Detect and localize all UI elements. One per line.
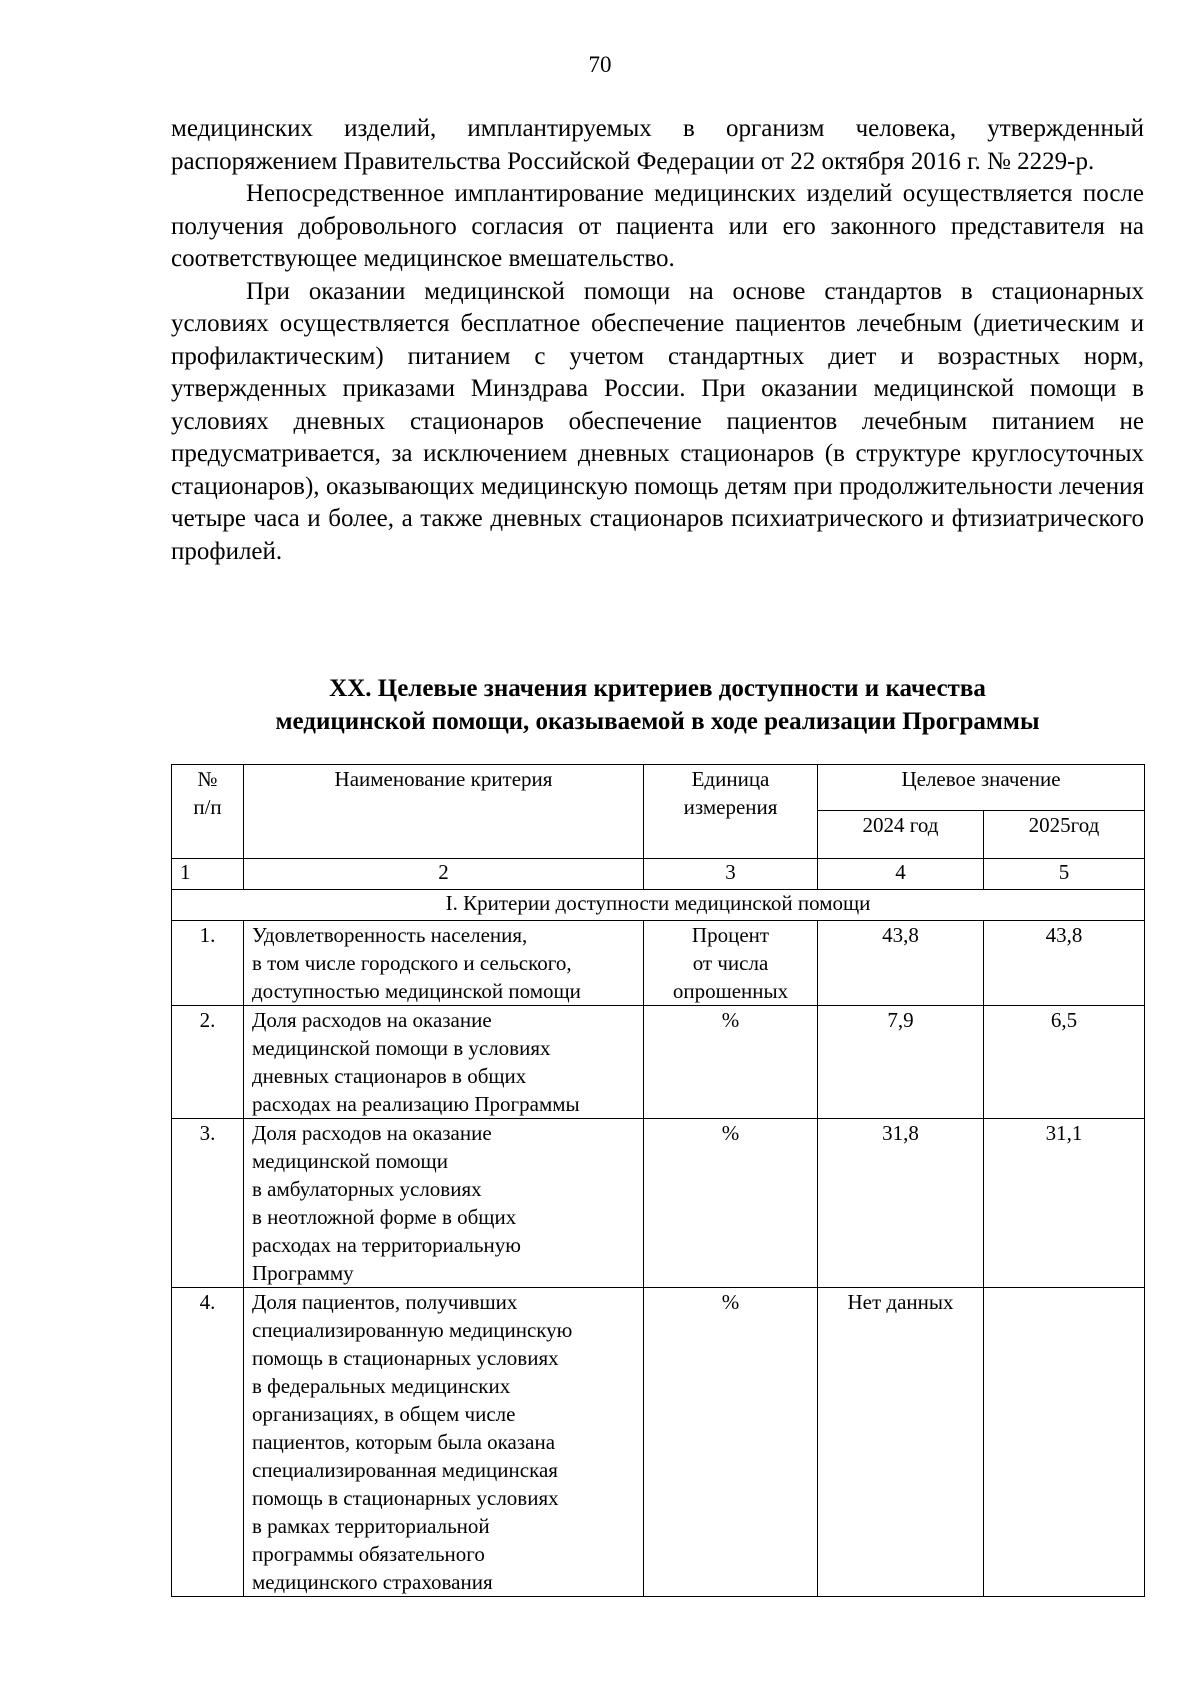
table-row (172, 1119, 1145, 1288)
column-number: 4 (818, 859, 984, 890)
table-row (172, 1288, 1145, 1597)
row-number: 2. (172, 1006, 244, 1119)
paragraph: медицинских изделий, имплантируемых в организм человека, утвержденный распоряжением Правительства Российской Федерации от 22 октября 2016 г. № 2229-р. (171, 115, 1144, 175)
header-year-2024: 2024 год (818, 811, 984, 859)
row-value-2025: 6,5 (984, 1006, 1145, 1119)
paragraph: Непосредственное имплантирование медицинских изделий осуществляется после получения добровольного согласия от пациента или его законного представителя на соответствующее медицинское вмешательство. (171, 180, 1144, 272)
body-text (171, 113, 1144, 568)
column-number: 3 (644, 859, 818, 890)
section-title-line: XX. Целевые значения критериев доступности и качества (329, 675, 986, 702)
section-title (171, 672, 1144, 738)
row-value-2025 (984, 1288, 1145, 1597)
row-criterion: Доля расходов на оказание медицинской помощи в амбулаторных условиях в неотложной форме в общих расходах на территориальную Программу (244, 1119, 644, 1288)
row-value-2024: 7,9 (818, 1006, 984, 1119)
section-row-label: I. Критерии доступности медицинской помощи (172, 890, 1145, 921)
column-number: 5 (984, 859, 1145, 890)
table-row (172, 1006, 1145, 1119)
header-target: Целевое значение (818, 765, 1145, 811)
section-row (172, 890, 1145, 921)
row-unit: Процент от числа опрошенных (644, 921, 818, 1006)
column-number: 1 (172, 859, 244, 890)
header-number: № п/п (172, 765, 244, 859)
header-unit: Единица измерения (644, 765, 818, 859)
row-criterion: Доля расходов на оказание медицинской помощи в условиях дневных стационаров в общих расходах на реализацию Программы (244, 1006, 644, 1119)
row-unit: % (644, 1006, 818, 1119)
row-number: 3. (172, 1119, 244, 1288)
row-value-2024: Нет данных (818, 1288, 984, 1597)
page-number: 70 (588, 52, 612, 77)
row-criterion: Удовлетворенность населения, в том числе городского и сельского, доступностью медицинской помощи (244, 921, 644, 1006)
row-unit: % (644, 1288, 818, 1597)
row-value-2025: 43,8 (984, 921, 1145, 1006)
column-number: 2 (244, 859, 644, 890)
header-criterion: Наименование критерия (244, 765, 644, 859)
table-header-row (172, 765, 1145, 811)
paragraph: При оказании медицинской помощи на основе стандартов в стационарных условиях осуществляется бесплатное обеспечение пациентов лечебным (диетическим и профилактическим) питанием с учетом стандартных диет и возрастных норм, утвержденных приказами Минздрава России. При оказании медицинской помощи в условиях дневных стационаров обеспечение пациентов лечебным питанием не предусматривается, за исключением дневных стационаров (в структуре круглосуточных стационаров), оказывающих медицинскую помощь детям при продолжительности лечения четыре часа и более, а также дневных стационаров психиатрического и фтизиатрического профилей. (171, 277, 1144, 565)
row-number: 4. (172, 1288, 244, 1597)
criteria-table (171, 764, 1145, 1597)
section-title-line: медицинской помощи, оказываемой в ходе реализации Программы (275, 708, 1040, 735)
row-value-2024: 31,8 (818, 1119, 984, 1288)
row-unit: % (644, 1119, 818, 1288)
row-value-2025: 31,1 (984, 1119, 1145, 1288)
table-row (172, 921, 1145, 1006)
row-criterion: Доля пациентов, получивших специализированную медицинскую помощь в стационарных условиях в федеральных медицинских организациях, в общем числе пациентов, которым была оказана специализированная медицинская помощь в стационарных условиях в рамках территориальной программы обязательного медицинского страхования (244, 1288, 644, 1597)
row-number: 1. (172, 921, 244, 1006)
header-year-2025: 2025год (984, 811, 1145, 859)
row-value-2024: 43,8 (818, 921, 984, 1006)
column-number-row (172, 859, 1145, 890)
